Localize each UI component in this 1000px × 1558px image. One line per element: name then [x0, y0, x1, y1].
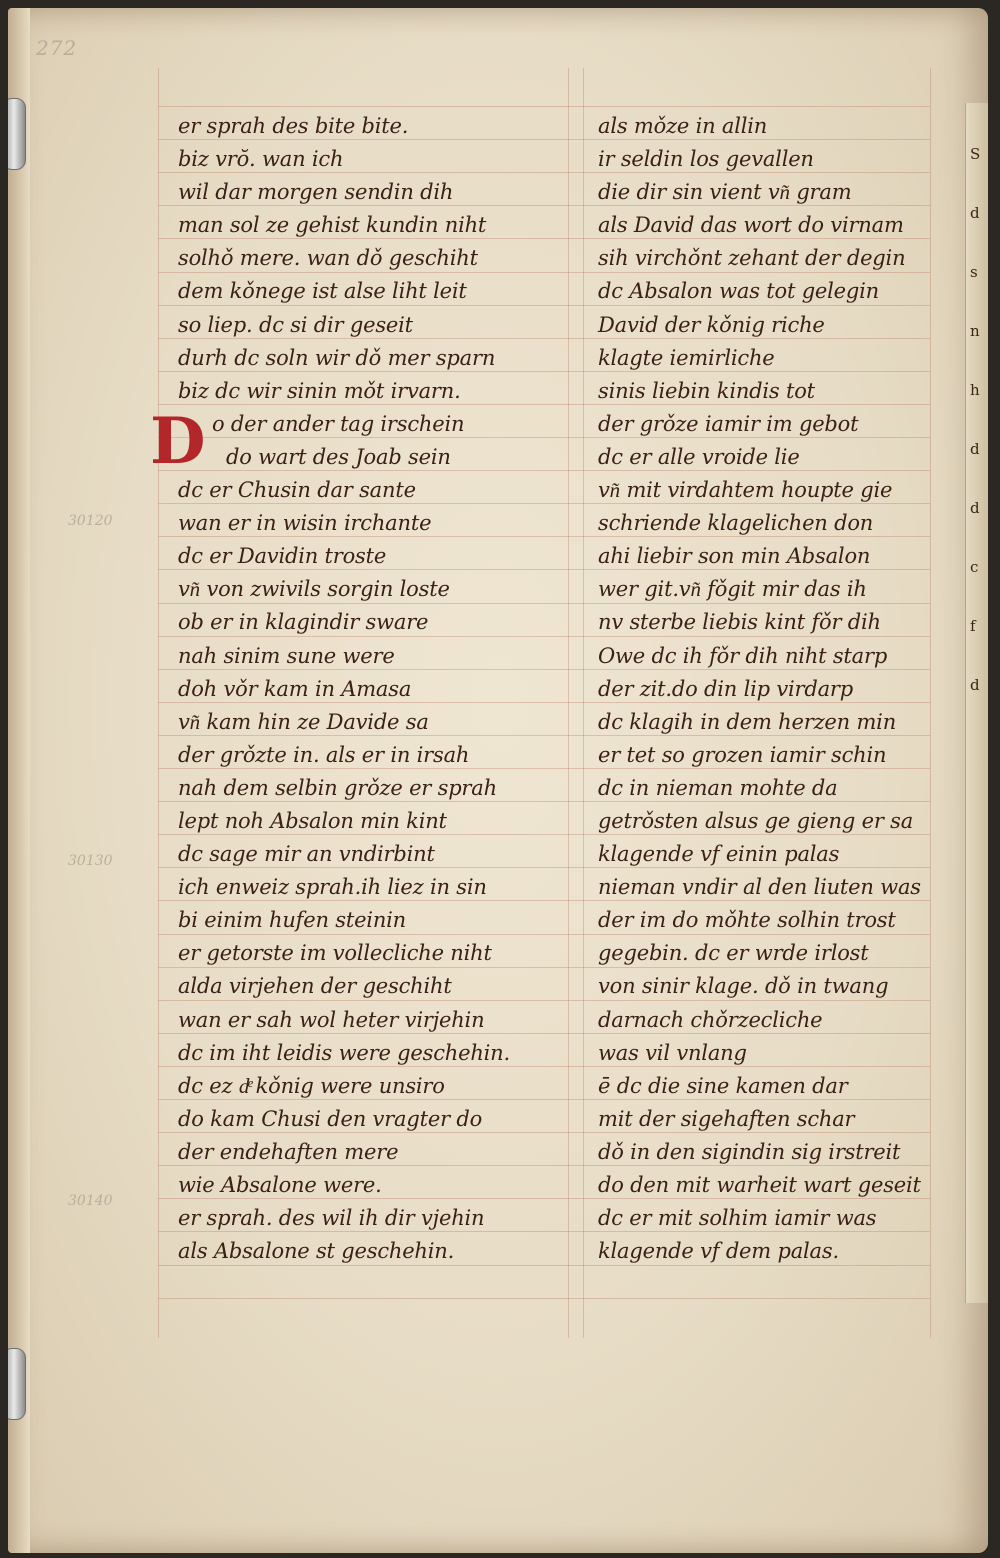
text-line: do kam Chusi den vragter do: [178, 1106, 483, 1131]
text-line: lept noh Absalon min kint: [178, 808, 447, 833]
text-line: dc er mit solhim iamir was: [598, 1206, 877, 1231]
text-line: alda virjehen der geschiht: [178, 974, 452, 999]
margin-gloss: 30120: [68, 513, 113, 529]
text-line: vn͂ von zwivils sorgin loste: [178, 577, 450, 602]
text-line: sinis liebin kindis tot: [598, 378, 815, 403]
adjacent-leaf-letter: S: [970, 145, 981, 163]
text-line: dc klagih in dem herzen min: [598, 709, 897, 734]
text-line: schriende klagelichen don: [598, 511, 874, 536]
text-line: man sol ze gehist kundin niht: [178, 213, 487, 238]
text-line: er sprah des bite bite.: [178, 114, 409, 138]
text-line: er getorste im vollecliche niht: [178, 941, 492, 966]
text-line: der zit.do din lip virdarp: [598, 676, 854, 701]
text-line: ē dc die sine kamen dar: [598, 1073, 848, 1098]
text-line: do den mit warheit wart geseit: [598, 1173, 921, 1197]
text-line: von sinir klage. dǒ in twang: [598, 974, 889, 999]
text-line: wan er sah wol heter virjehin: [178, 1007, 485, 1032]
text-line: der grǒze iamir im gebot: [598, 411, 859, 436]
text-line: wil dar morgen sendin dih: [178, 180, 454, 205]
page-edge: [8, 8, 30, 1553]
text-line: ir seldin los gevallen: [598, 147, 814, 172]
text-line: nv sterbe liebis kint fǒr dih: [598, 610, 881, 635]
text-line: er tet so grozen iamir schin: [598, 742, 887, 767]
text-line: ahi liebir son min Absalon: [598, 544, 871, 569]
text-line: Owe dc ih fǒr dih niht starp: [598, 643, 888, 668]
ruling-vertical: [568, 68, 569, 1338]
text-line: der endehaften mere: [178, 1139, 399, 1164]
text-line: darnach chǒrzecliche: [598, 1007, 823, 1032]
text-line: ich enweiz sprah.ih liez in sin: [178, 875, 487, 900]
text-line: wan er in wisin irchante: [178, 511, 432, 536]
text-line: er sprah. des wil ih dir vjehin: [178, 1206, 485, 1231]
adjacent-leaf-letter: d: [970, 676, 980, 694]
text-line: David der kǒnig riche: [598, 312, 825, 337]
text-line: dem kǒnege ist alse liht leit: [178, 279, 467, 304]
text-line: do wart des Joab sein: [226, 444, 451, 469]
text-line: solhǒ mere. wan dǒ geschiht: [178, 246, 478, 271]
text-line: als mǒze in allin: [598, 114, 768, 138]
adjacent-leaf-letter: s: [970, 263, 978, 281]
text-line: nah sinim sune were: [178, 643, 395, 668]
text-line: dc Absalon was tot gelegin: [598, 279, 879, 304]
adjacent-leaf-letter: d: [970, 499, 980, 517]
text-line: biz dc wir sinin mǒt irvarn.: [178, 378, 461, 403]
text-line: dc ez dͤ kǒnig were unsiro: [178, 1073, 445, 1098]
text-line: der im do mǒhte solhin trost: [598, 908, 896, 933]
text-line: mit der sigehaften schar: [598, 1106, 855, 1131]
text-line: nah dem selbin grǒze er sprah: [178, 775, 497, 800]
text-line: bi einim hufen steinin: [178, 908, 406, 933]
text-line: gegebin. dc er wrde irlost: [598, 941, 869, 966]
text-line: dc im iht leidis were geschehin.: [178, 1040, 510, 1065]
text-line: was vil vnlang: [598, 1040, 747, 1065]
text-line: klagende vf einin palas: [598, 842, 840, 867]
adjacent-leaf-letter: f: [970, 617, 976, 635]
text-line: so liep. dc si dir geseit: [178, 312, 413, 337]
left-text-column: [150, 110, 558, 1268]
text-line: getrǒsten alsus ge gieng er sa: [598, 808, 914, 833]
ruling-vertical: [158, 68, 159, 1338]
text-line: klagende vf dem palas.: [598, 1239, 839, 1264]
text-line: dc er alle vroide lie: [598, 444, 800, 469]
text-line: sih virchǒnt zehant der degin: [598, 246, 906, 271]
clasp-clip-bottom: [8, 1348, 26, 1420]
text-line: ob er in klagindir sware: [178, 610, 429, 635]
text-line: als David das wort do virnam: [598, 213, 904, 238]
clasp-clip-top: [8, 98, 26, 170]
text-line: dǒ in den sigindin sig irstreit: [598, 1139, 901, 1164]
text-line: wer git.vn͂ fǒgit mir das ih: [598, 577, 867, 602]
decorated-initial: D: [150, 403, 206, 479]
text-line: dc sage mir an vndirbint: [178, 842, 435, 867]
adjacent-leaf-letter: h: [970, 381, 980, 399]
text-line: klagte iemirliche: [598, 345, 775, 370]
ruling-line: [158, 106, 930, 107]
text-line: vn͂ kam hin ze Davide sa: [178, 709, 429, 734]
text-line: doh vǒr kam in Amasa: [178, 676, 412, 701]
adjacent-leaf-letter: c: [970, 558, 979, 576]
margin-gloss: 30130: [68, 853, 113, 869]
text-line: dc er Davidin troste: [178, 544, 387, 569]
right-text-column: [598, 110, 978, 1268]
text-line: durh dc soln wir dǒ mer sparn: [178, 345, 496, 370]
text-line: der grǒzte in. als er in irsah: [178, 742, 470, 767]
text-line: vn͂ mit virdahtem houpte gie: [598, 478, 893, 503]
text-line: wie Absalone were.: [178, 1173, 382, 1197]
text-line: als Absalone st geschehin.: [178, 1239, 455, 1264]
manuscript-page: [8, 8, 988, 1553]
text-line: dc in nieman mohte da: [598, 775, 838, 800]
folio-number: 272: [36, 36, 78, 60]
adjacent-leaf-letter: d: [970, 440, 980, 458]
ruling-vertical: [583, 68, 584, 1338]
adjacent-leaf-letter: d: [970, 204, 980, 222]
text-line: die dir sin vient vn͂ gram: [598, 180, 852, 205]
ruling-line: [158, 1298, 930, 1299]
text-line-content: o der ander tag irschein: [212, 411, 465, 436]
text-line: nieman vndir al den liuten was: [598, 875, 921, 900]
text-line: dc er Chusin dar sante: [178, 478, 416, 503]
text-line: biz vrŏ. wan ich: [178, 147, 344, 172]
adjacent-leaf-letter: n: [970, 322, 980, 340]
margin-gloss: 30140: [68, 1193, 113, 1209]
